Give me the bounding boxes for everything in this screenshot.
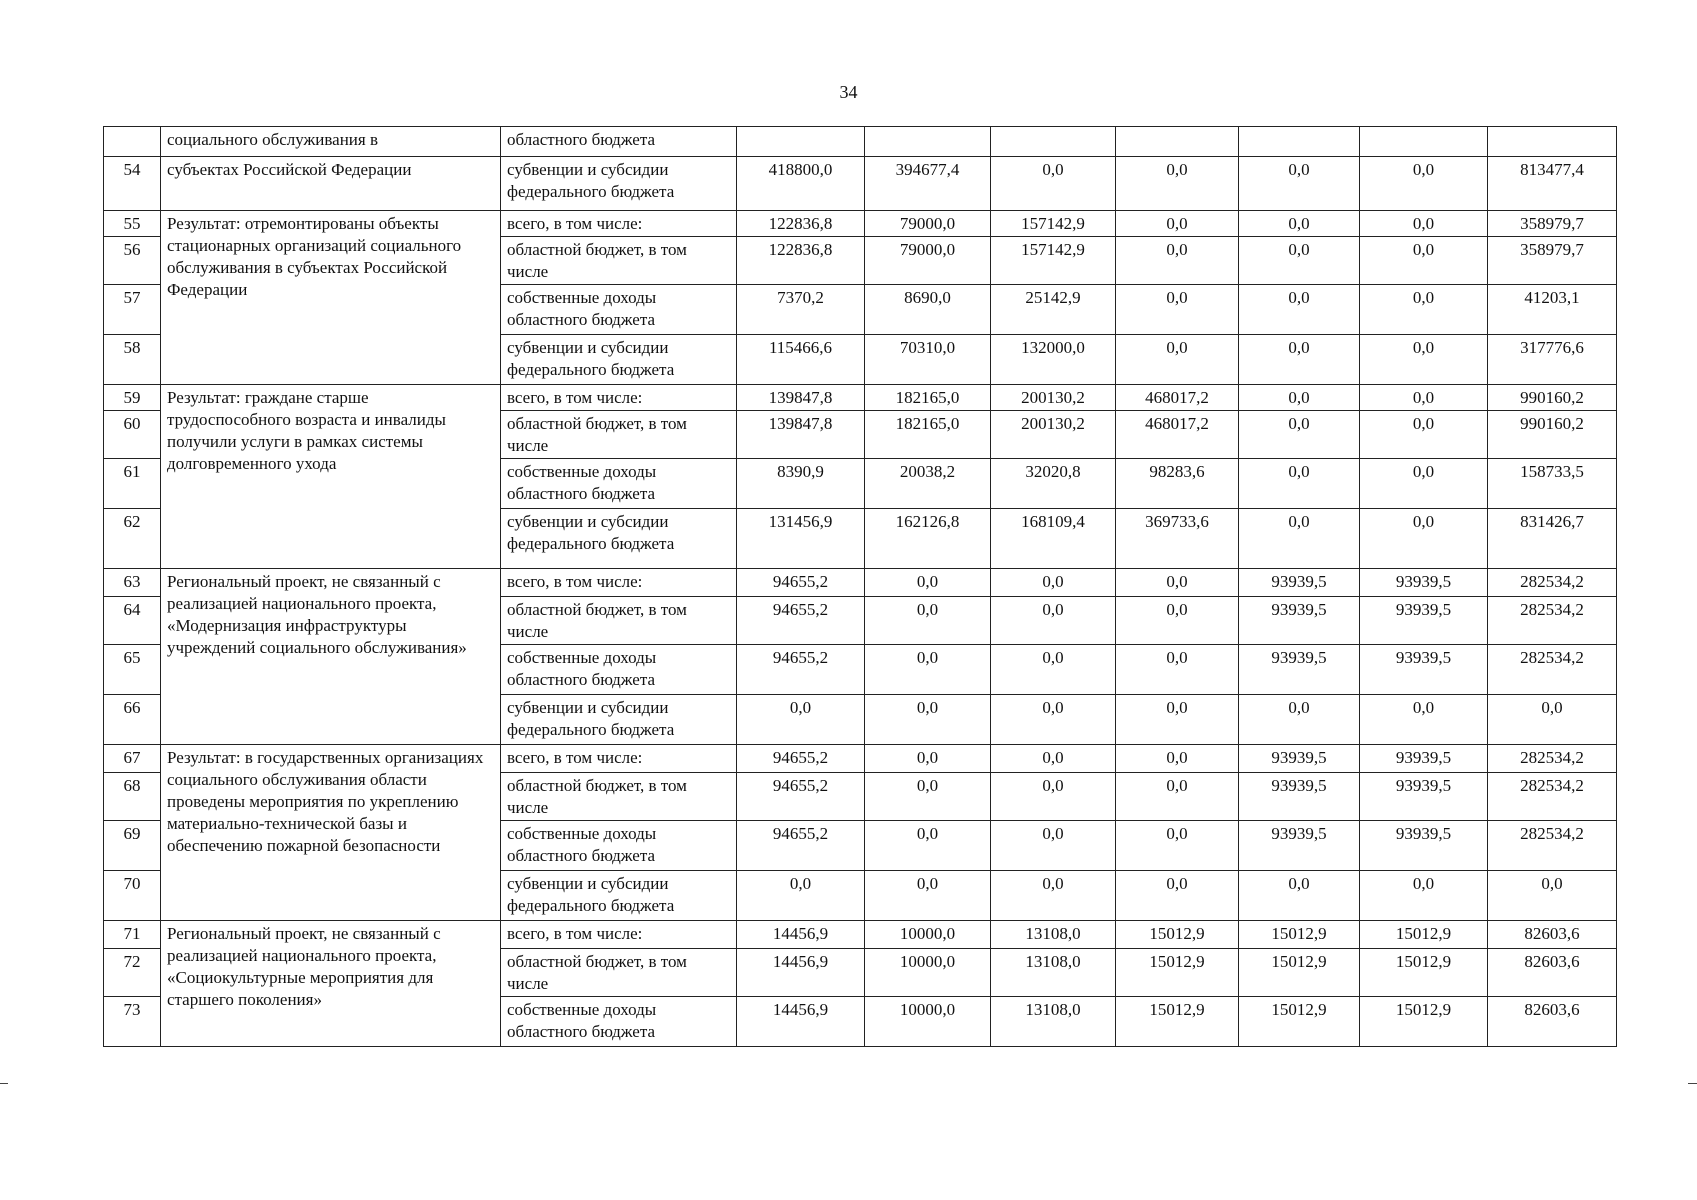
value-cell: 10000,0 — [865, 949, 991, 997]
value-cell: 79000,0 — [865, 211, 991, 237]
value-cell: 14456,9 — [737, 949, 865, 997]
value-cell: 831426,7 — [1488, 509, 1617, 569]
value-cell: 0,0 — [991, 695, 1116, 745]
value-cell: 468017,2 — [1116, 385, 1239, 411]
page-number: 34 — [839, 82, 858, 102]
value-cell — [1488, 127, 1617, 157]
funding-source: субвенции и субсидии федерального бюджета — [501, 509, 737, 569]
value-cell: 0,0 — [1360, 509, 1488, 569]
value-cell: 0,0 — [1360, 157, 1488, 211]
value-cell: 418800,0 — [737, 157, 865, 211]
value-cell: 15012,9 — [1116, 921, 1239, 949]
value-cell: 8390,9 — [737, 459, 865, 509]
value-cell: 15012,9 — [1239, 921, 1360, 949]
value-cell: 82603,6 — [1488, 921, 1617, 949]
result-description: Результат: отремонтированы объекты стационарных организаций социального обслуживания в субъектах Российской Федерации — [161, 211, 501, 385]
row-number: 66 — [104, 695, 161, 745]
value-cell: 0,0 — [1488, 695, 1617, 745]
value-cell: 0,0 — [991, 745, 1116, 773]
value-cell: 82603,6 — [1488, 997, 1617, 1047]
value-cell: 0,0 — [1488, 871, 1617, 921]
table-row — [104, 211, 1617, 237]
funding-source: собственные доходы областного бюджета — [501, 997, 737, 1047]
row-number: 70 — [104, 871, 161, 921]
value-cell: 0,0 — [1360, 871, 1488, 921]
value-cell: 32020,8 — [991, 459, 1116, 509]
value-cell: 122836,8 — [737, 237, 865, 285]
result-description: Результат: в государственных организациях социального обслуживания области проведены мероприятия по укреплению материально-технической базы и обеспечению пожарной безопасности — [161, 745, 501, 921]
value-cell: 0,0 — [1239, 335, 1360, 385]
value-cell: 0,0 — [1116, 285, 1239, 335]
value-cell: 468017,2 — [1116, 411, 1239, 459]
value-cell: 0,0 — [1116, 773, 1239, 821]
value-cell: 0,0 — [991, 597, 1116, 645]
row-number: 61 — [104, 459, 161, 509]
value-cell: 93939,5 — [1239, 773, 1360, 821]
value-cell: 93939,5 — [1360, 645, 1488, 695]
value-cell: 282534,2 — [1488, 821, 1617, 871]
value-cell: 0,0 — [991, 821, 1116, 871]
row-number: 68 — [104, 773, 161, 821]
value-cell: 157142,9 — [991, 237, 1116, 285]
value-cell — [1116, 127, 1239, 157]
funding-source: субвенции и субсидии федерального бюджета — [501, 157, 737, 211]
table-row — [104, 569, 1617, 597]
value-cell: 122836,8 — [737, 211, 865, 237]
value-cell: 358979,7 — [1488, 237, 1617, 285]
value-cell: 0,0 — [865, 569, 991, 597]
value-cell: 14456,9 — [737, 997, 865, 1047]
value-cell: 0,0 — [1116, 335, 1239, 385]
row-number: 60 — [104, 411, 161, 459]
value-cell: 0,0 — [865, 597, 991, 645]
value-cell: 0,0 — [1239, 385, 1360, 411]
result-description: Региональный проект, не связанный с реализацией национального проекта, «Социокультурные мероприятия для старшего поколения» — [161, 921, 501, 1047]
value-cell — [991, 127, 1116, 157]
value-cell: 282534,2 — [1488, 773, 1617, 821]
value-cell: 79000,0 — [865, 237, 991, 285]
row-number: 64 — [104, 597, 161, 645]
value-cell: 139847,8 — [737, 385, 865, 411]
value-cell: 94655,2 — [737, 821, 865, 871]
value-cell: 94655,2 — [737, 773, 865, 821]
value-cell: 317776,6 — [1488, 335, 1617, 385]
value-cell: 0,0 — [1116, 157, 1239, 211]
value-cell: 0,0 — [1360, 285, 1488, 335]
value-cell: 0,0 — [1116, 695, 1239, 745]
value-cell: 369733,6 — [1116, 509, 1239, 569]
funding-source: собственные доходы областного бюджета — [501, 285, 737, 335]
value-cell: 162126,8 — [865, 509, 991, 569]
value-cell: 990160,2 — [1488, 385, 1617, 411]
table-row — [104, 921, 1617, 949]
value-cell: 25142,9 — [991, 285, 1116, 335]
budget-table — [103, 126, 1617, 1047]
value-cell: 0,0 — [1360, 335, 1488, 385]
value-cell: 0,0 — [1239, 459, 1360, 509]
funding-source: всего, в том числе: — [501, 745, 737, 773]
row-number: 67 — [104, 745, 161, 773]
value-cell: 0,0 — [1116, 569, 1239, 597]
row-number: 63 — [104, 569, 161, 597]
value-cell: 0,0 — [1360, 237, 1488, 285]
value-cell: 990160,2 — [1488, 411, 1617, 459]
value-cell: 0,0 — [1116, 211, 1239, 237]
value-cell: 94655,2 — [737, 569, 865, 597]
value-cell: 0,0 — [737, 871, 865, 921]
value-cell: 0,0 — [1360, 211, 1488, 237]
value-cell: 158733,5 — [1488, 459, 1617, 509]
table-row — [104, 745, 1617, 773]
value-cell: 0,0 — [865, 745, 991, 773]
value-cell: 115466,6 — [737, 335, 865, 385]
value-cell: 0,0 — [865, 645, 991, 695]
funding-source: собственные доходы областного бюджета — [501, 821, 737, 871]
value-cell: 93939,5 — [1239, 645, 1360, 695]
value-cell: 0,0 — [1239, 411, 1360, 459]
value-cell: 93939,5 — [1239, 569, 1360, 597]
funding-source: областного бюджета — [501, 127, 737, 157]
value-cell: 0,0 — [1360, 695, 1488, 745]
scan-edge-mark — [1688, 1083, 1697, 1084]
row-number-cell — [104, 127, 161, 157]
row-number: 59 — [104, 385, 161, 411]
value-cell: 0,0 — [991, 569, 1116, 597]
value-cell: 282534,2 — [1488, 569, 1617, 597]
value-cell: 93939,5 — [1360, 745, 1488, 773]
value-cell: 200130,2 — [991, 411, 1116, 459]
value-cell: 0,0 — [1239, 695, 1360, 745]
value-cell: 0,0 — [1116, 745, 1239, 773]
value-cell: 394677,4 — [865, 157, 991, 211]
result-description: субъектах Российской Федерации — [161, 157, 501, 211]
funding-source: областной бюджет, в том числе — [501, 773, 737, 821]
value-cell: 15012,9 — [1239, 949, 1360, 997]
value-cell: 70310,0 — [865, 335, 991, 385]
value-cell: 14456,9 — [737, 921, 865, 949]
value-cell: 0,0 — [1239, 871, 1360, 921]
value-cell — [1239, 127, 1360, 157]
value-cell: 94655,2 — [737, 597, 865, 645]
table-row — [104, 157, 1617, 211]
value-cell: 93939,5 — [1239, 597, 1360, 645]
value-cell: 0,0 — [865, 871, 991, 921]
value-cell — [1360, 127, 1488, 157]
funding-source: собственные доходы областного бюджета — [501, 645, 737, 695]
funding-source: областной бюджет, в том числе — [501, 597, 737, 645]
value-cell: 0,0 — [1116, 871, 1239, 921]
row-number: 69 — [104, 821, 161, 871]
row-number: 65 — [104, 645, 161, 695]
value-cell: 358979,7 — [1488, 211, 1617, 237]
value-cell: 10000,0 — [865, 997, 991, 1047]
result-description: Региональный проект, не связанный с реализацией национального проекта, «Модернизация инфраструктуры учреждений социального обслуживания» — [161, 569, 501, 745]
funding-source: субвенции и субсидии федерального бюджета — [501, 695, 737, 745]
value-cell: 0,0 — [1239, 157, 1360, 211]
row-number: 62 — [104, 509, 161, 569]
value-cell: 0,0 — [991, 871, 1116, 921]
value-cell: 10000,0 — [865, 921, 991, 949]
value-cell: 0,0 — [1116, 237, 1239, 285]
value-cell: 41203,1 — [1488, 285, 1617, 335]
value-cell: 15012,9 — [1239, 997, 1360, 1047]
row-number: 72 — [104, 949, 161, 997]
value-cell: 15012,9 — [1116, 997, 1239, 1047]
value-cell: 0,0 — [737, 695, 865, 745]
funding-source: областной бюджет, в том числе — [501, 237, 737, 285]
funding-source: собственные доходы областного бюджета — [501, 459, 737, 509]
value-cell: 0,0 — [865, 695, 991, 745]
row-number: 71 — [104, 921, 161, 949]
value-cell: 8690,0 — [865, 285, 991, 335]
value-cell: 7370,2 — [737, 285, 865, 335]
funding-source: всего, в том числе: — [501, 385, 737, 411]
table-row — [104, 127, 1617, 157]
value-cell: 93939,5 — [1360, 773, 1488, 821]
value-cell: 13108,0 — [991, 949, 1116, 997]
value-cell: 139847,8 — [737, 411, 865, 459]
value-cell: 13108,0 — [991, 921, 1116, 949]
value-cell: 0,0 — [865, 821, 991, 871]
value-cell: 0,0 — [1239, 237, 1360, 285]
table-body — [104, 127, 1617, 1047]
value-cell: 15012,9 — [1360, 997, 1488, 1047]
value-cell: 94655,2 — [737, 745, 865, 773]
value-cell — [865, 127, 991, 157]
value-cell: 82603,6 — [1488, 949, 1617, 997]
value-cell: 98283,6 — [1116, 459, 1239, 509]
row-number: 73 — [104, 997, 161, 1047]
funding-source: субвенции и субсидии федерального бюджета — [501, 335, 737, 385]
value-cell: 93939,5 — [1239, 745, 1360, 773]
value-cell: 813477,4 — [1488, 157, 1617, 211]
funding-source: всего, в том числе: — [501, 921, 737, 949]
value-cell: 131456,9 — [737, 509, 865, 569]
value-cell: 0,0 — [991, 157, 1116, 211]
value-cell: 182165,0 — [865, 411, 991, 459]
value-cell: 0,0 — [991, 645, 1116, 695]
value-cell: 0,0 — [1360, 459, 1488, 509]
value-cell: 20038,2 — [865, 459, 991, 509]
value-cell: 200130,2 — [991, 385, 1116, 411]
value-cell: 13108,0 — [991, 997, 1116, 1047]
value-cell: 0,0 — [1360, 411, 1488, 459]
value-cell: 93939,5 — [1239, 821, 1360, 871]
value-cell: 0,0 — [1239, 509, 1360, 569]
value-cell: 282534,2 — [1488, 745, 1617, 773]
value-cell: 0,0 — [1116, 821, 1239, 871]
funding-source: областной бюджет, в том числе — [501, 949, 737, 997]
value-cell: 94655,2 — [737, 645, 865, 695]
value-cell: 15012,9 — [1116, 949, 1239, 997]
row-number: 58 — [104, 335, 161, 385]
funding-source: областной бюджет, в том числе — [501, 411, 737, 459]
value-cell: 93939,5 — [1360, 597, 1488, 645]
funding-source: всего, в том числе: — [501, 211, 737, 237]
row-number: 54 — [104, 157, 161, 211]
value-cell: 93939,5 — [1360, 569, 1488, 597]
row-number: 57 — [104, 285, 161, 335]
value-cell: 132000,0 — [991, 335, 1116, 385]
scan-edge-mark — [0, 1083, 8, 1084]
funding-source: субвенции и субсидии федерального бюджета — [501, 871, 737, 921]
row-number: 56 — [104, 237, 161, 285]
value-cell: 182165,0 — [865, 385, 991, 411]
value-cell: 282534,2 — [1488, 597, 1617, 645]
value-cell: 0,0 — [1116, 645, 1239, 695]
value-cell: 93939,5 — [1360, 821, 1488, 871]
value-cell: 157142,9 — [991, 211, 1116, 237]
value-cell: 282534,2 — [1488, 645, 1617, 695]
value-cell: 0,0 — [1239, 211, 1360, 237]
value-cell: 168109,4 — [991, 509, 1116, 569]
value-cell: 0,0 — [991, 773, 1116, 821]
value-cell: 0,0 — [1360, 385, 1488, 411]
value-cell — [737, 127, 865, 157]
row-number: 55 — [104, 211, 161, 237]
result-description: социального обслуживания в — [161, 127, 501, 157]
value-cell: 0,0 — [1239, 285, 1360, 335]
funding-source: всего, в том числе: — [501, 569, 737, 597]
value-cell: 15012,9 — [1360, 921, 1488, 949]
value-cell: 0,0 — [865, 773, 991, 821]
value-cell: 15012,9 — [1360, 949, 1488, 997]
table-row — [104, 385, 1617, 411]
result-description: Результат: граждане старше трудоспособного возраста и инвалиды получили услуги в рамках системы долговременного ухода — [161, 385, 501, 569]
value-cell: 0,0 — [1116, 597, 1239, 645]
